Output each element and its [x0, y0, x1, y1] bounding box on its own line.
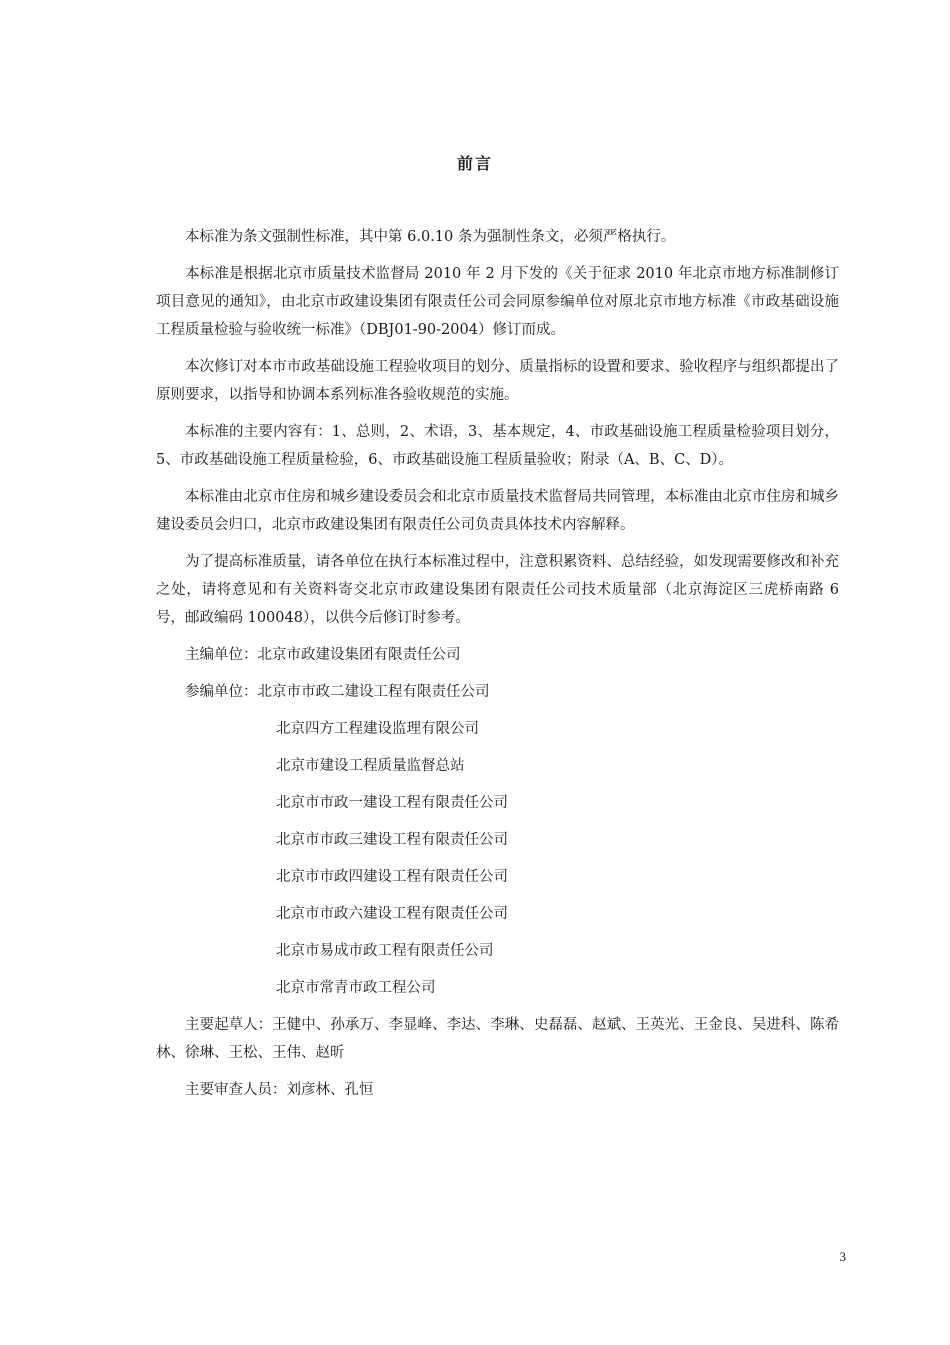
- paragraph-mandatory: 本标准为条文强制性标准，其中第 6.0.10 条为强制性条文，必须严格执行。: [185, 229, 676, 245]
- main-reviewers: 主要审查人员：刘彦林、孔恒: [185, 1082, 374, 1098]
- participating-unit-item: 北京市市政三建设工程有限责任公司: [276, 832, 508, 848]
- participating-unit-item: 北京市易成市政工程有限责任公司: [276, 943, 494, 959]
- paragraph-revision-scope: 本次修订对本市市政基础设施工程验收项目的划分、质量指标的设置和要求、验收程序与组织都提出了原则要求，以指导和协调本系列标准各验收规范的实施。: [156, 359, 839, 403]
- chief-unit: 主编单位：北京市政建设集团有限责任公司: [185, 647, 461, 663]
- paragraph-management: 本标准由北京市住房和城乡建设委员会和北京市质量技术监督局共同管理，本标准由北京市住房和城乡建设委员会归口，北京市政建设集团有限责任公司负责具体技术内容解释。: [156, 489, 839, 533]
- participating-units-first: 参编单位：北京市市政二建设工程有限责任公司: [185, 684, 490, 700]
- preface-body: [156, 223, 839, 1113]
- paragraph-basis: 本标准是根据北京市质量技术监督局 2010 年 2 月下发的《关于征求 2010 年北京市地方标准制修订项目意见的通知》，由北京市政建设集团有限责任公司会同原参编单位对原北京市地方标准《市政基础设施工程质量检验与验收统一标准》（DBJ01-90-2004）修订而成。: [156, 266, 839, 338]
- participating-unit-item: 北京市市政六建设工程有限责任公司: [276, 906, 508, 922]
- page-title: 前言: [456, 154, 493, 173]
- participating-unit-item: 北京市建设工程质量监督总站: [276, 758, 465, 774]
- paragraph-main-contents: 本标准的主要内容有：1、总则，2、术语，3、基本规定，4、市政基础设施工程质量检验项目划分，5、市政基础设施工程质量检验，6、市政基础设施工程质量验收；附录（A、B、C、D）。: [156, 424, 839, 468]
- participating-unit-item: 北京市市政四建设工程有限责任公司: [276, 869, 508, 885]
- participating-unit-item: 北京市常青市政工程公司: [276, 980, 436, 996]
- page-number: 3: [839, 1249, 846, 1264]
- participating-unit-item: 北京市市政一建设工程有限责任公司: [276, 795, 508, 811]
- paragraph-feedback: 为了提高标准质量，请各单位在执行本标准过程中，注意积累资料、总结经验，如发现需要修改和补充之处，请将意见和有关资料寄交北京市政建设集团有限责任公司技术质量部（北京海淀区三虎桥南路 6 号，邮政编码 100048），以供今后修订时参考。: [156, 554, 839, 626]
- main-drafters: 主要起草人：王健中、孙承万、李显峰、李达、李琳、史磊磊、赵斌、王英光、王金良、吴进科、陈希林、徐琳、王松、王伟、赵昕: [156, 1017, 839, 1061]
- participating-unit-item: 北京四方工程建设监理有限公司: [276, 721, 479, 737]
- participating-units-list: [156, 715, 839, 1002]
